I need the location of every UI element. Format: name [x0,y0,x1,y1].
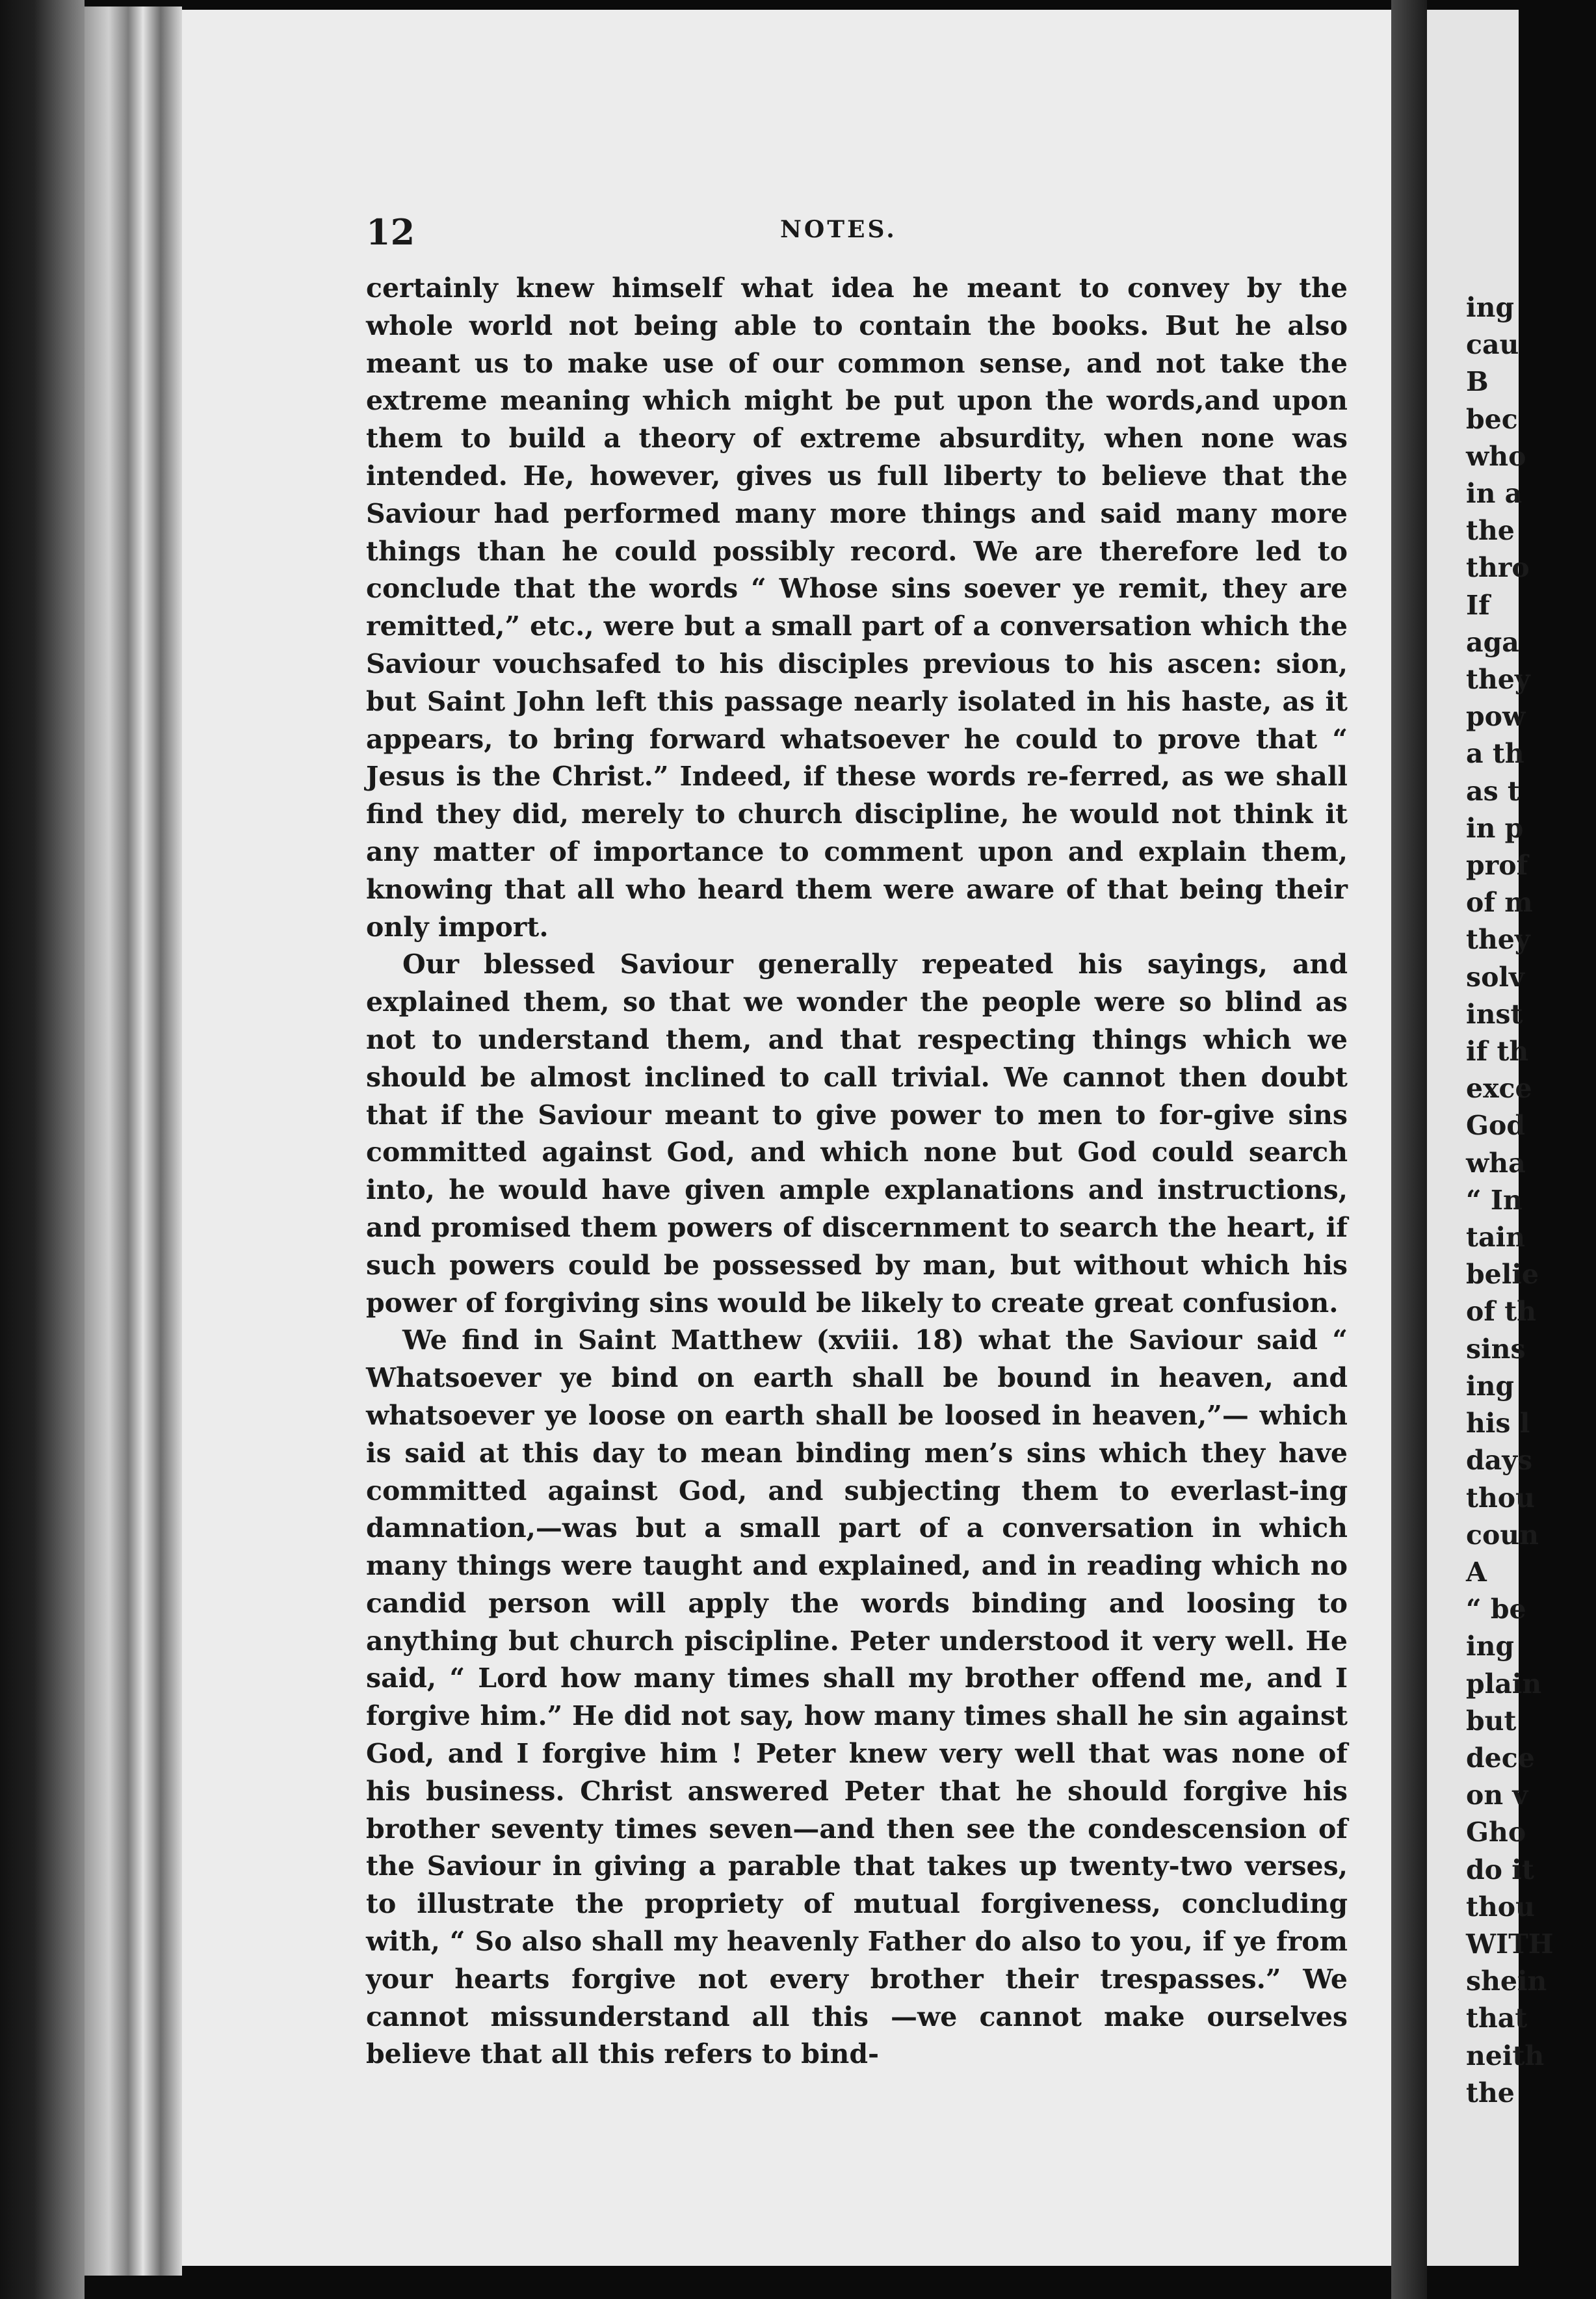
facing-page-fragment: cau [1466,329,1519,361]
facing-page-fragment: in a [1466,478,1523,510]
facing-page-fragment: prof [1466,850,1528,882]
facing-page-fragment: of m [1466,887,1533,919]
book-gutter [1391,0,1427,2299]
facing-page-fragment: If [1466,589,1490,621]
facing-page-fragment: belie [1466,1259,1539,1291]
facing-page-fragment: B [1466,366,1489,398]
facing-page-fragment: aga [1466,626,1519,658]
facing-page-fragment: pow [1466,701,1526,733]
facing-page-fragment: thou [1466,1891,1535,1923]
facing-page-fragment: in p [1466,812,1524,844]
facing-page-fragment: the [1466,515,1515,547]
facing-page-fragment: but [1466,1705,1517,1737]
facing-page-fragment: who [1466,440,1526,472]
paragraph: certainly knew himself what idea he meant to convey by the whole world not being able to contain the books. But he also meant us to make use of our common sense, and not take the extreme meaning which might be put upon the words,and upon them to build a theory of extreme absurdity, when none was intended. He, however, gives us full liberty to believe that the Saviour had performed many more things and said many more things than he could possibly record. We are therefore led to conclude that the words “ Whose sins soever ye remit, they are remitted,” etc., were but a small part of a conversation which the Saviour vouchsafed to his disciples previous to his ascen: sion, but Saint John left this passage nearly isolated in his haste, as it appears, to bring forward whatsoever he could to prove that “ Jesus is the Christ.” Indeed, if these words re-ferred, as we shall find they did, merely to church discipline, he would not think it any matter of importance to comment upon and explain them, knowing that all who heard them were aware of that being their only import. [366,272,1348,943]
paragraph: We find in Saint Matthew (xviii. 18) what the Saviour said “ Whatsoever ye bind on earth shall be bound in heaven, and whatsoever ye loose on earth shall be loosed in heaven,”— which is said at this day to mean binding men’s sins which they have committed against God, and subjecting them to everlast-ing damnation,—was but a small part of a conversation in which many things were taught and explained, and in reading which no candid person will apply the words binding and loosing to anything but church piscipline. Peter understood it very well. He said, “ Lord how many times shall my brother offend me, and I forgive him.” He did not say, how many times shall he sin against God, and I forgive him ! Peter knew very well that was none of his business. Christ answered Peter that he should forgive his brother seventy times seven—and then see the condescension of the Saviour in giving a parable that takes up twenty-two verses, to illustrate the propriety of mutual forgiveness, concluding with, “ So also shall my heavenly Father do also to you, if ye from your hearts forgive not every brother their trespasses.” We cannot missunderstand all this —we cannot make ourselves believe that all this refers to bind- [366,1324,1348,2070]
facing-page-fragment: they [1466,664,1530,696]
facing-page-fragment: dece [1466,1742,1535,1774]
facing-page-fragment: ing [1466,292,1515,323]
facing-page-fragment: “ be [1466,1594,1526,1625]
facing-page-fragment: of th [1466,1296,1537,1328]
facing-page [1427,10,1554,2266]
scan-border [0,0,85,2299]
facing-page-fragment: bec [1466,403,1518,435]
page-number: 12 [366,211,415,253]
facing-page-fragment: shein [1466,1965,1547,1997]
paragraph: Our blessed Saviour generally repeated his sayings, and explained them, so that we wonder the people were so blind as not to understand them, and that respecting things which we should be almost inclined to call trivial. We cannot then doubt that if the Saviour meant to give power to men to for-give sins committed against God, and which none but God could search into, he would have given ample explanations and instructions, and promised them powers of discernment to search the heart, if such powers could be possessed by man, but without which his power of forgiving sins would be likely to create great confusion. [366,949,1348,1319]
body-text [366,270,1348,2073]
facing-page-fragment: on v [1466,1780,1528,1811]
facing-page-fragment: thou [1466,1482,1535,1514]
facing-page-fragment: his l [1466,1408,1530,1439]
facing-page-fragment: they [1466,924,1530,956]
facing-page-fragment: sins [1466,1333,1526,1365]
running-head: NOTES. [780,216,897,243]
facing-page-fragment: do it [1466,1854,1534,1885]
facing-page-fragment: coun [1466,1519,1539,1551]
facing-page-fragment: A [1466,1556,1487,1588]
facing-page-fragment: exce [1466,1073,1532,1105]
facing-page-fragment: days [1466,1445,1533,1477]
facing-page-fragment: wha [1466,1147,1526,1179]
facing-page-text [1466,289,1596,2112]
facing-page-fragment: ing [1466,1370,1515,1402]
facing-page-fragment: ing [1466,1631,1515,1662]
facing-page-fragment: WITH [1466,1928,1554,1960]
facing-page-fragment: tain [1466,1222,1525,1254]
facing-page-fragment: if th [1466,1036,1529,1068]
page-edges [85,7,182,2276]
facing-page-fragment: as t [1466,775,1520,807]
facing-page-fragment: solv [1466,961,1524,993]
facing-page-fragment: plain [1466,1668,1542,1700]
facing-page-fragment: Gho [1466,1817,1526,1848]
facing-page-fragment: thro [1466,552,1530,584]
facing-page-fragment: that [1466,2003,1528,2034]
facing-page-fragment: neith [1466,2040,1545,2071]
facing-page-fragment: “ In [1466,1184,1523,1216]
facing-page-fragment: the [1466,2077,1515,2109]
facing-page-fragment: God [1466,1110,1526,1142]
facing-page-fragment: inst [1466,998,1523,1030]
facing-page-fragment: a th [1466,738,1524,770]
